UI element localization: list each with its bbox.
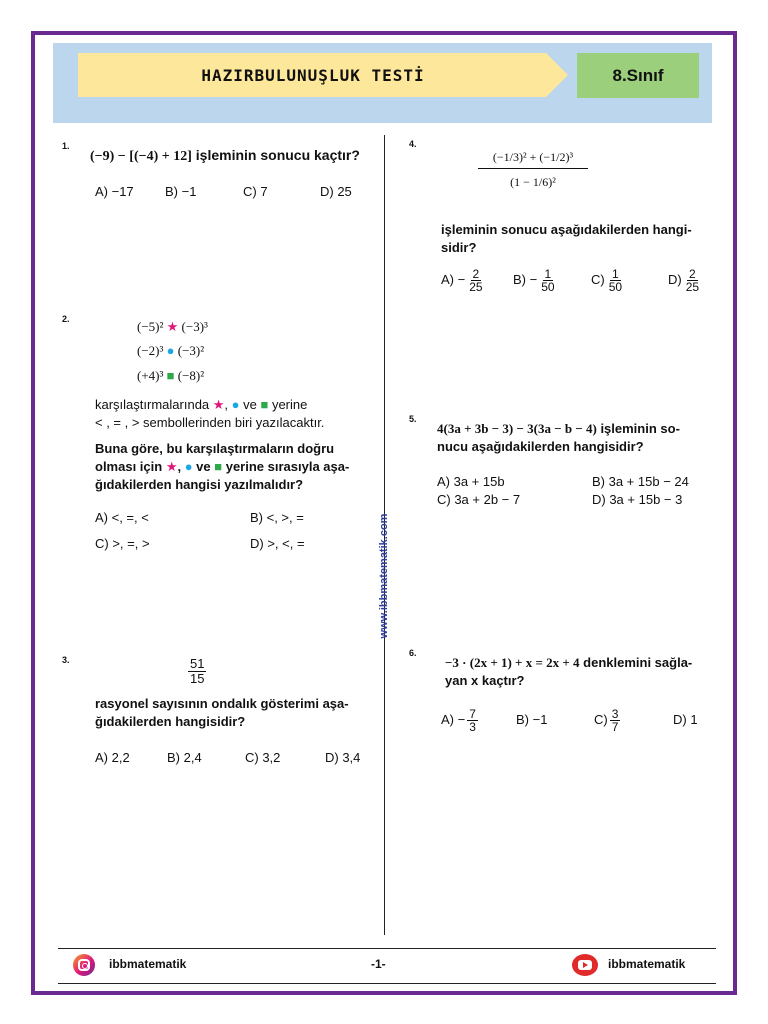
question-5-number: 5. [409, 414, 417, 424]
q6-option-a-label: A) − [441, 711, 466, 727]
footer-rule-top [58, 948, 716, 949]
q4-option-b-den: 50 [541, 280, 555, 294]
q5-text-1: işleminin so- [596, 421, 680, 436]
star-icon: ★ [165, 459, 178, 474]
q2-text-line-1: karşılaştırmalarında ★, ● ve ■ yerine [95, 397, 308, 412]
q5-line-1 [437, 420, 680, 438]
square-icon: ■ [214, 459, 223, 474]
q6-option-a [441, 708, 480, 733]
q2-option-d: D) >, <, = [250, 536, 305, 551]
q1-option-a: A) −17 [95, 184, 134, 199]
q4-option-c-label: C) [591, 271, 605, 287]
q4-option-d [668, 268, 703, 293]
q4-numerator: (−1/3)² + (−1/2)³ [492, 150, 574, 164]
q4-option-b [513, 268, 559, 293]
q5-line-2: nucu aşağıdakilerden hangisidir? [437, 439, 644, 454]
q3-bold-line-2: ğıdakilerden hangisidir? [95, 714, 246, 729]
instagram-handle[interactable]: ibbmatematik [109, 957, 187, 971]
q5-option-b: B) 3a + 15b − 24 [592, 474, 689, 489]
q1-option-b: B) −1 [165, 184, 197, 199]
page-number: -1- [371, 957, 386, 971]
q6-option-b: B) −1 [516, 712, 548, 727]
q3-option-a: A) 2,2 [95, 750, 130, 765]
q2-text-1b: ve [239, 397, 261, 412]
q4-option-a [441, 268, 487, 293]
q2-comparison-2-left: (−2)³ [137, 343, 164, 358]
q4-bold-line-2: sidir? [441, 240, 477, 255]
question-3-number: 3. [62, 655, 70, 665]
grade-badge: 8.Sınıf [577, 53, 699, 98]
question-2-number: 2. [62, 314, 70, 324]
q6-option-c [594, 708, 622, 733]
q4-option-b-num: 1 [544, 267, 552, 281]
q6-expression: −3 · (2x + 1) + x = 2x + 4 [445, 655, 580, 670]
q5-option-a: A) 3a + 15b [437, 474, 505, 489]
square-icon: ■ [260, 397, 269, 412]
q4-denominator: (1 − 1/6)² [510, 175, 556, 189]
q2-bold-2a: olması için [95, 459, 166, 474]
q3-bold-line-1: rasyonel sayısının ondalık gösterimi aşa- [95, 696, 349, 711]
q4-option-c-den: 50 [608, 280, 623, 294]
q4-option-a-den: 25 [469, 280, 483, 294]
q2-bold-line-3: ğıdakilerden hangisi yazılmalıdır? [95, 477, 304, 492]
q6-option-c-num: 3 [611, 707, 619, 721]
q6-option-c-den: 7 [611, 720, 619, 734]
q5-option-c: C) 3a + 2b − 7 [437, 492, 521, 507]
youtube-icon[interactable] [572, 954, 598, 976]
title-banner [78, 53, 568, 97]
q6-option-c-label: C) [594, 711, 608, 727]
q2-comparison-3-left: (+4)³ [137, 368, 164, 383]
q2-comparison-2 [137, 342, 204, 360]
q4-fraction-bar [478, 168, 588, 169]
circle-icon: ● [231, 397, 240, 412]
square-icon: ■ [166, 368, 175, 383]
youtube-handle[interactable]: ibbmatematik [608, 957, 686, 971]
instagram-icon[interactable] [73, 954, 95, 976]
website-url: www.ibbmatematik.com [378, 513, 390, 639]
q2-text-1a: karşılaştırmalarında [95, 397, 213, 412]
q5-expression: 4(3a + 3b − 3) − 3(3a − b − 4) [437, 421, 597, 436]
q2-comparison-3-right: (−8)² [177, 368, 205, 383]
footer-rule-bottom [58, 983, 716, 984]
q5-option-d: D) 3a + 15b − 3 [592, 492, 683, 507]
question-4-number: 4. [409, 139, 417, 149]
q2-bold-2c: yerine sırasıyla aşa- [222, 459, 350, 474]
star-icon: ★ [212, 397, 225, 412]
q4-option-c [591, 268, 626, 293]
q4-option-b-label: B) − [513, 271, 538, 287]
circle-icon: ● [184, 459, 193, 474]
q6-text-1: denklemini sağla- [579, 655, 693, 670]
q3-option-d: D) 3,4 [325, 750, 361, 765]
q4-option-a-label: A) − [441, 271, 466, 287]
q2-option-b: B) <, >, = [250, 510, 304, 525]
question-1-expression: (−9) − [(−4) + 12] [90, 149, 192, 164]
q4-option-a-num: 2 [472, 267, 480, 281]
q6-line-2: yan x kaçtır? [445, 673, 525, 688]
q1-option-d: D) 25 [320, 184, 352, 199]
q6-option-a-num: 7 [469, 707, 476, 721]
q2-comparison-1-right: (−3)³ [181, 319, 208, 334]
q4-option-d-num: 2 [689, 267, 696, 281]
q2-comparison-1 [137, 318, 208, 336]
q2-text-1c: yerine [268, 397, 308, 412]
q4-option-c-num: 1 [612, 267, 619, 281]
q3-frac-den: 15 [190, 671, 205, 686]
q2-comparison-2-right: (−3)² [177, 343, 205, 358]
q6-option-d: D) 1 [673, 712, 698, 727]
circle-icon: ● [166, 343, 175, 358]
q2-comparison-3 [137, 367, 204, 385]
q2-comparison-1-left: (−5)² [137, 319, 164, 334]
q3-option-b: B) 2,4 [167, 750, 202, 765]
q2-bold-2b: ve [192, 459, 215, 474]
q6-line-1 [445, 654, 692, 672]
question-1-number: 1. [62, 141, 70, 151]
q4-bold-line-1: işleminin sonucu aşağıdakilerden hangi- [441, 222, 692, 237]
q3-frac-num: 51 [190, 656, 205, 671]
q2-option-c: C) >, =, > [95, 536, 150, 551]
star-icon: ★ [166, 319, 179, 334]
question-1-text: işleminin sonucu kaçtır? [191, 147, 360, 163]
q2-bold-line-1: Buna göre, bu karşılaştırmaların doğru [95, 441, 335, 456]
q4-option-d-den: 25 [685, 280, 700, 294]
q2-bold-line-2: olması için ★, ● ve ■ yerine sırasıyla aşa- [95, 459, 350, 474]
question-6-number: 6. [409, 648, 417, 658]
question-1-stem [90, 146, 360, 166]
page-title: HAZIRBULUNUŞLUK TESTİ [201, 65, 425, 85]
q3-fraction [186, 657, 208, 686]
q3-option-c: C) 3,2 [245, 750, 281, 765]
q4-option-d-label: D) [668, 271, 682, 287]
q6-option-a-den: 3 [469, 720, 476, 734]
q2-text-line-2: < , = , > sembollerinden biri yazılacaktır. [95, 415, 325, 430]
q2-option-a: A) <, =, < [95, 510, 149, 525]
q1-option-c: C) 7 [243, 184, 268, 199]
